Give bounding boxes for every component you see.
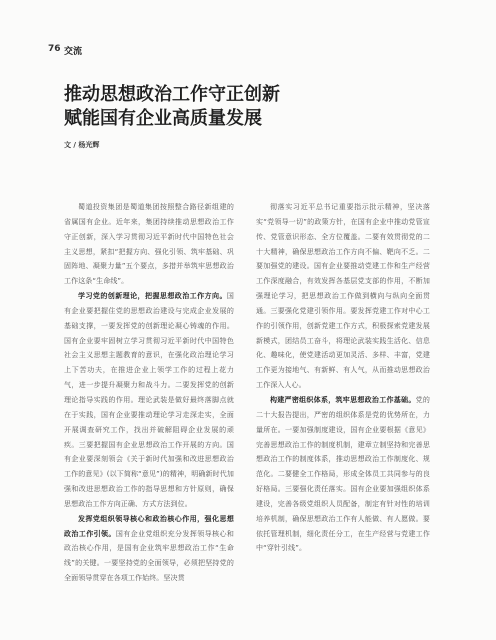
subheading: 发挥党组织领导核心和政治核心作用，强化思想政治工作引领。 <box>64 514 234 538</box>
article-title <box>64 83 280 131</box>
subheading: 学习党的创新理论，把握思想政治工作方向。 <box>78 292 227 301</box>
subheading: 构建严密组织体系，筑牢思想政治工作基础。 <box>270 395 416 404</box>
right-column <box>256 200 430 556</box>
author-byline: 文 / 杨光辉 <box>64 141 100 149</box>
section-name: 交流 <box>64 47 83 57</box>
page-number: 76 <box>48 44 61 54</box>
paragraph <box>64 289 234 512</box>
paragraph-body: 党的二十大报告提出，严密的组织体系是党的优势所在，力量所在。一要加强制度建设，国有企业要根据《意见》完善思想政治工作的制度机制，建章立制坚持和完善思想政治工作的制度体系，推动思想政治工作制度化、规范化。二要健全工作格局，形成全体员工共同参与的良好格局。三要强化责任落实。国有企业要加强组织体系建设，完善各级党组织人员配备，制定有针对性的培训培养机制，确保思想政治工作有人能做、有人愿做。要依托管理机制，细化责任分工，在生产经营与党建工作中“穿针引线”。 <box>256 395 431 553</box>
paragraph-body: 国有企业要把握住党的思想政治建设与完成企业发展的基础支撑，一要发挥党的创新理论凝心铸魂的作用。国有企业要牢固树立学习贯彻习近平新时代中国特色社会主义思想主题教育的意识，在强化政治理论学习上下苦功夫，在推进企业上领学工作的过程上花力气，进一步提升凝聚力和战斗力。二要发挥党的创新理论指导实践的作用。理论武装是做好最终落脚点就在于实践，国有企业要推动理论学习走深走实，全面开展调查研究工作，找出并破解阻碍企业发展的顽疾。三要把握国有企业思想政治工作开展的方向。国有企业要深刻领会《关于新时代加强和改进思想政治工作的意见》(以下简称“意见”)的精神，明确新时代加强和改进思想政治工作的指导思想和方针原则，确保思想政治工作方向正确、方式方法到位。 <box>64 292 234 508</box>
paragraph <box>256 393 430 556</box>
paragraph: 蜀道投资集团是蜀道集团按照整合路径新组建的省属国有企业。近年来，集团持续推动思想政治工作守正创新，深入学习贯彻习近平新时代中国特色社会主义思想，紧扣“把握方向、强化引领、筑牢基础、巩固阵地、凝聚力量”五个要点，多措并举筑牢思想政治工作这条“生命线”。 <box>64 203 234 286</box>
article-title-line-2: 赋能国有企业高质量发展 <box>64 108 262 129</box>
paragraph: 彻落实习近平总书记重要指示批示精神，坚决落实“党领导一切”的政策方针，在国有企业中推动党管宣传、党管意识形态、全方位覆盖。二要有效贯彻党的二十大精神，确保思想政治工作方向不偏、靶向不乏。二要加强党的建设。国有企业要推动党建工作和生产经营工作深度融合，有效发挥各基层党支部的作用，不断加强理论学习，把思想政治工作做到横向与纵向全面贯通。三要强化党建引领作用。要发挥党建工作对中心工作的引领作用，创新党建工作方式，积极探索党建发展新模式，团结员工奋斗，将理论武装实践生活化、信息化、趣味化，使党建活动更加灵活、多样、丰富，党建工作更为接地气、有新鲜、有人气，从而推动思想政治工作深入人心。 <box>256 203 430 390</box>
article-title-line-1: 推动思想政治工作守正创新 <box>64 84 280 105</box>
left-column <box>64 200 234 586</box>
paragraph <box>64 512 234 586</box>
paragraph-body: 国有企业党组织充分发挥领导核心和政治核心作用，是国有企业筑牢思想政治工作“生命线”的关键。一要坚持党的全面领导，必须把坚持党的全面领导贯穿在各项工作始终。坚决贯 <box>64 529 234 583</box>
